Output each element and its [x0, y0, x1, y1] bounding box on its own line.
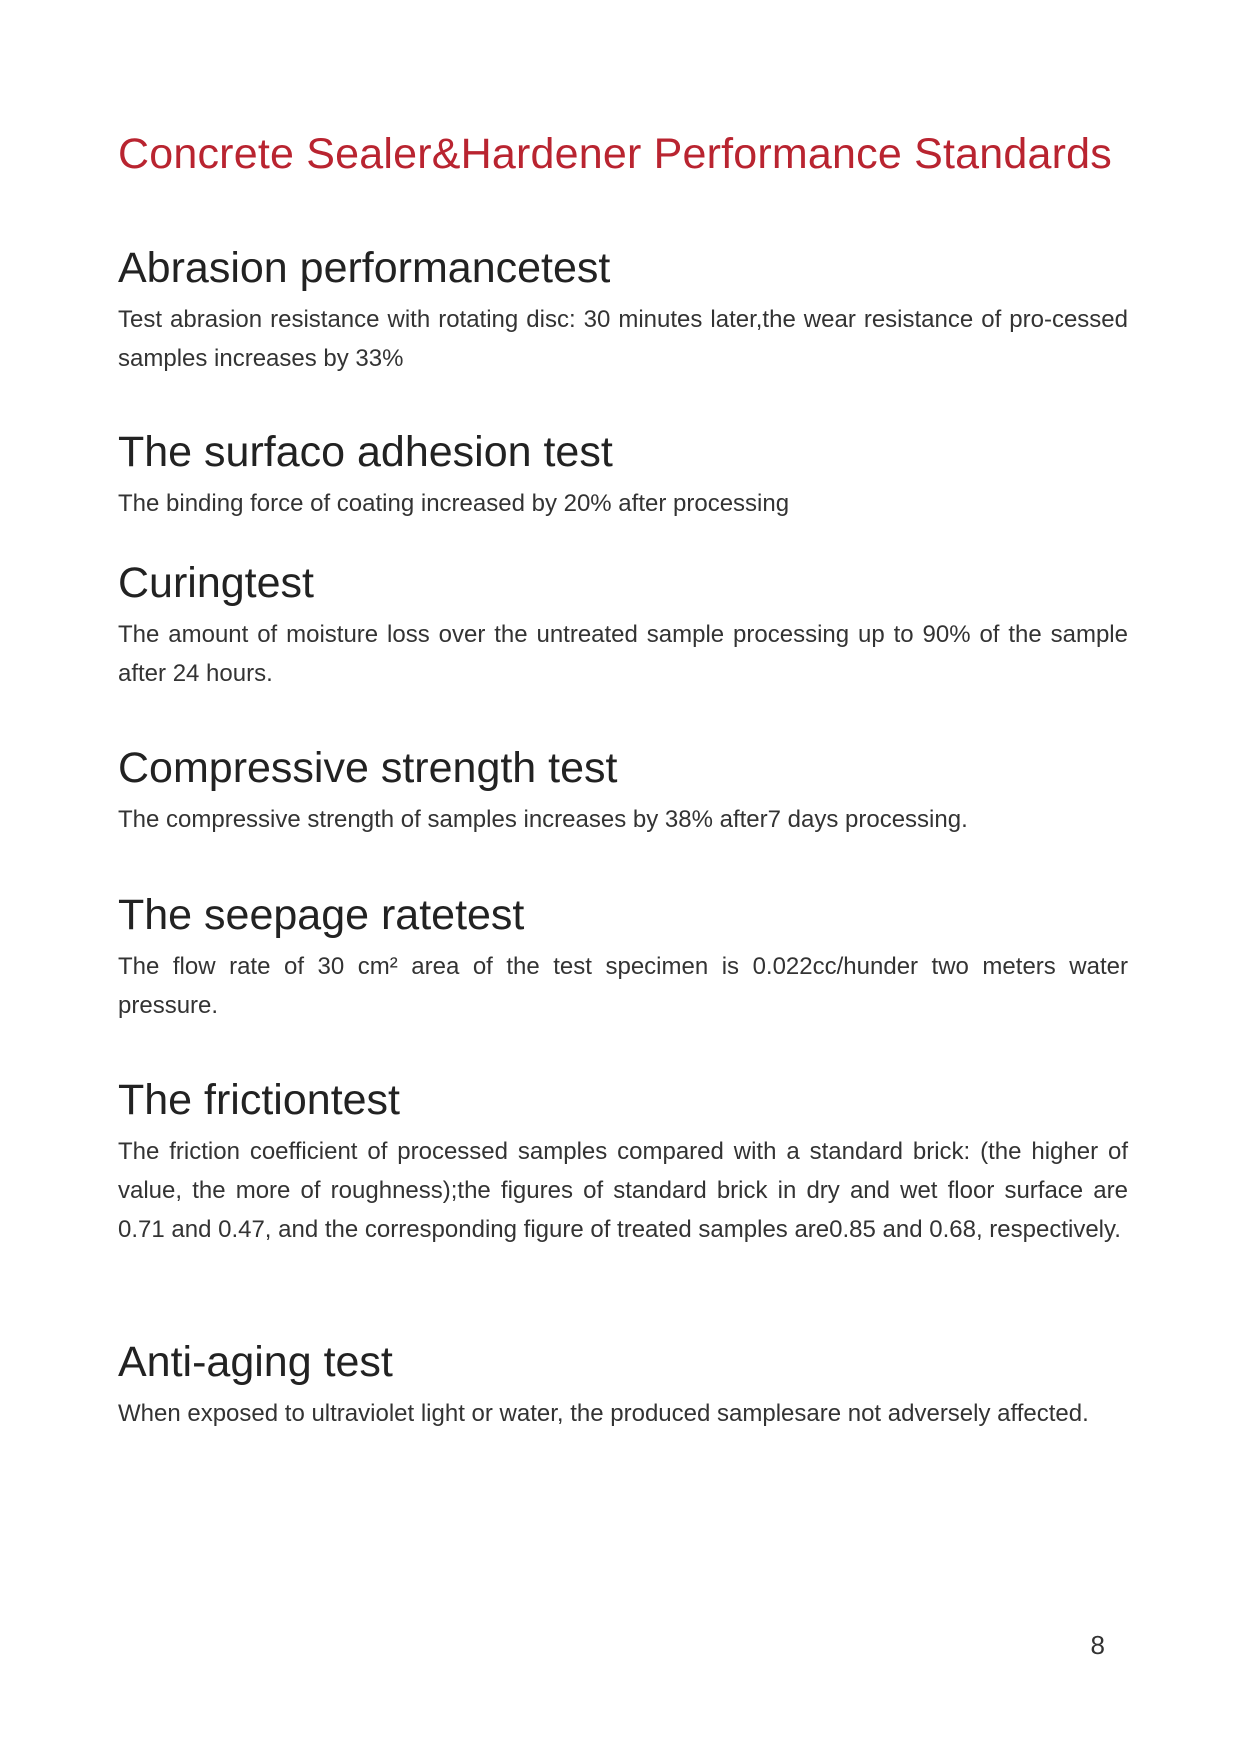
section-heading: Abrasion performancetest — [118, 244, 611, 292]
page-number: 8 — [1090, 1630, 1105, 1660]
section-abrasion-test — [118, 242, 1128, 378]
section-curing-test — [118, 557, 1128, 693]
section-heading: The surfaco adhesion test — [118, 428, 613, 476]
section-body: The amount of moisture loss over the untreated sample processing up to 90% of the sample after 24 hours. — [118, 621, 1128, 687]
section-heading: Compressive strength test — [118, 744, 618, 792]
section-seepage-rate-test — [118, 889, 1128, 1025]
page-title: Concrete Sealer&Hardener Performance Standards — [118, 130, 1112, 178]
section-body: The flow rate of 30 cm² area of the test specimen is 0.022cc/hunder two meters water pressure. — [118, 953, 1128, 1019]
section-body: When exposed to ultraviolet light or water, the produced samplesare not adversely affected. — [118, 1400, 1089, 1427]
section-heading: Anti-aging test — [118, 1338, 393, 1386]
section-friction-test — [118, 1074, 1128, 1249]
section-heading: The frictiontest — [118, 1076, 400, 1124]
section-heading: Curingtest — [118, 559, 314, 607]
section-body: Test abrasion resistance with rotating disc: 30 minutes later,the wear resistance of pro-cessed samples increases by 33% — [118, 306, 1128, 372]
section-adhesion-test — [118, 426, 1128, 523]
section-heading: The seepage ratetest — [118, 891, 525, 939]
section-body: The binding force of coating increased by 20% after processing — [118, 490, 790, 517]
section-body: The friction coefficient of processed samples compared with a standard brick: (the higher of value, the more of roughness);the figures of standard brick in dry and wet floor surface are 0.71 and 0.47, and the corresponding figure of treated samples are0.85 and 0.68, respectively. — [118, 1138, 1128, 1243]
section-anti-aging-test — [118, 1336, 1128, 1433]
section-body: The compressive strength of samples increases by 38% after7 days processing. — [118, 806, 968, 833]
section-compressive-strength-test — [118, 742, 1128, 839]
